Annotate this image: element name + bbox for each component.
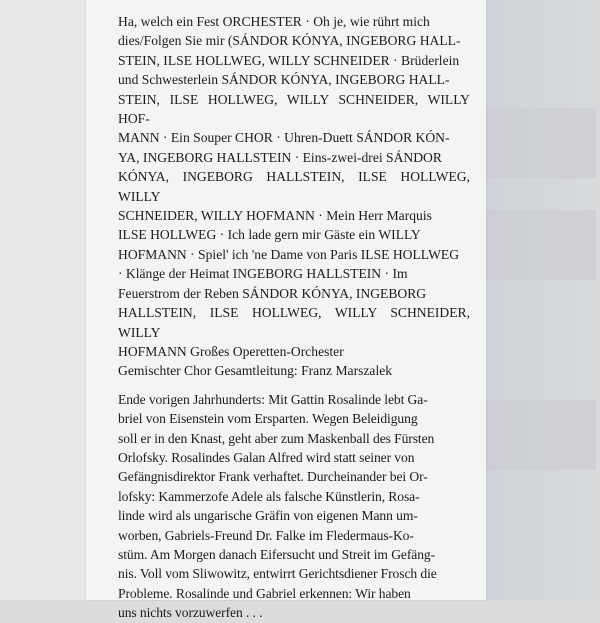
credits-line: MANN · Ein Souper CHOR · Uhren-Duett SÁNDOR KÓN- [118,130,450,146]
credits-line: STEIN, ILSE HOLLWEG, WILLY SCHNEIDER, WILLY HOF- [118,91,470,127]
credits-line: Ha, welch ein Fest ORCHESTER · Oh je, wie rührt mich [118,14,430,29]
synopsis-line: nis. Voll vom Sliwowitz, entwirrt Gerichtsdiener Frosch die [118,566,437,582]
synopsis-line: Orlofsky. Rosalindes Galan Alfred wird statt seiner von [118,449,415,465]
credits-line: HOFMANN Großes Operetten-Orchester [118,343,344,359]
booklet-text [118,12,470,623]
synopsis-line: Probleme. Rosalinde und Gabriel erkennen: Wir haben [118,585,411,601]
credits-line: Gemischter Chor Gesamtleitung: Franz Marszalek [118,363,393,379]
credits-line: Feuerstrom der Reben SÁNDOR KÓNYA, INGEBORG [118,285,427,301]
credits-line: ILSE HOLLWEG · Ich lade gern mir Gäste ein WILLY [118,227,421,243]
synopsis-line: stüm. Am Morgen danach Eifersucht und Streit im Gefäng- [118,546,436,562]
credits-line: STEIN, ILSE HOLLWEG, WILLY SCHNEIDER · Brüderlein [118,52,460,68]
synopsis-paragraph [118,390,470,623]
credits-line: YA, INGEBORG HALLSTEIN · Eins-zwei-drei SÁNDOR [118,149,442,165]
credits-line: dies/Folgen Sie mir (SÁNDOR KÓNYA, INGEBORG HALL- [118,33,461,49]
credits-line: HALLSTEIN, ILSE HOLLWEG, WILLY SCHNEIDER, WILLY [118,305,470,340]
synopsis-line: linde wird als ungarische Gräfin von eigenen Mann um- [118,508,418,524]
synopsis-line: briel von Eisenstein vom Ersparten. Wegen Beleidigung [118,411,418,427]
credits-line: HOFMANN · Spiel' ich 'ne Dame von Paris ILSE HOLLWEG [118,246,460,262]
background-shadow-block [478,210,596,280]
synopsis-line: uns nichts vorzuwerfen . . . [118,605,263,621]
track-credits-paragraph [118,12,470,381]
synopsis-line: Gefängnisdirektor Frank verhaftet. Durcheinander bei Or- [118,469,428,485]
background-shadow-block [478,400,596,470]
synopsis-line: lofsky: Kammerzofe Adele als falsche Künstlerin, Rosa- [118,488,420,504]
synopsis-line: soll er in den Knast, geht aber zum Maskenball des Fürsten [118,430,435,446]
synopsis-line: Ende vorigen Jahrhunderts: Mit Gattin Rosalinde lebt Ga- [118,391,428,407]
credits-line: und Schwesterlein SÁNDOR KÓNYA, INGEBORG HALL- [118,72,450,88]
credits-line: KÓNYA, INGEBORG HALLSTEIN, ILSE HOLLWEG, WILLY [118,169,470,204]
credits-line: · Klänge der Heimat INGEBORG HALLSTEIN · Im [118,266,408,282]
synopsis-line: worben, Gabriels-Freund Dr. Falke im Fledermaus-Ko- [118,527,414,543]
background-shadow-block [478,108,596,178]
credits-line: SCHNEIDER, WILLY HOFMANN · Mein Herr Marquis [118,208,432,224]
